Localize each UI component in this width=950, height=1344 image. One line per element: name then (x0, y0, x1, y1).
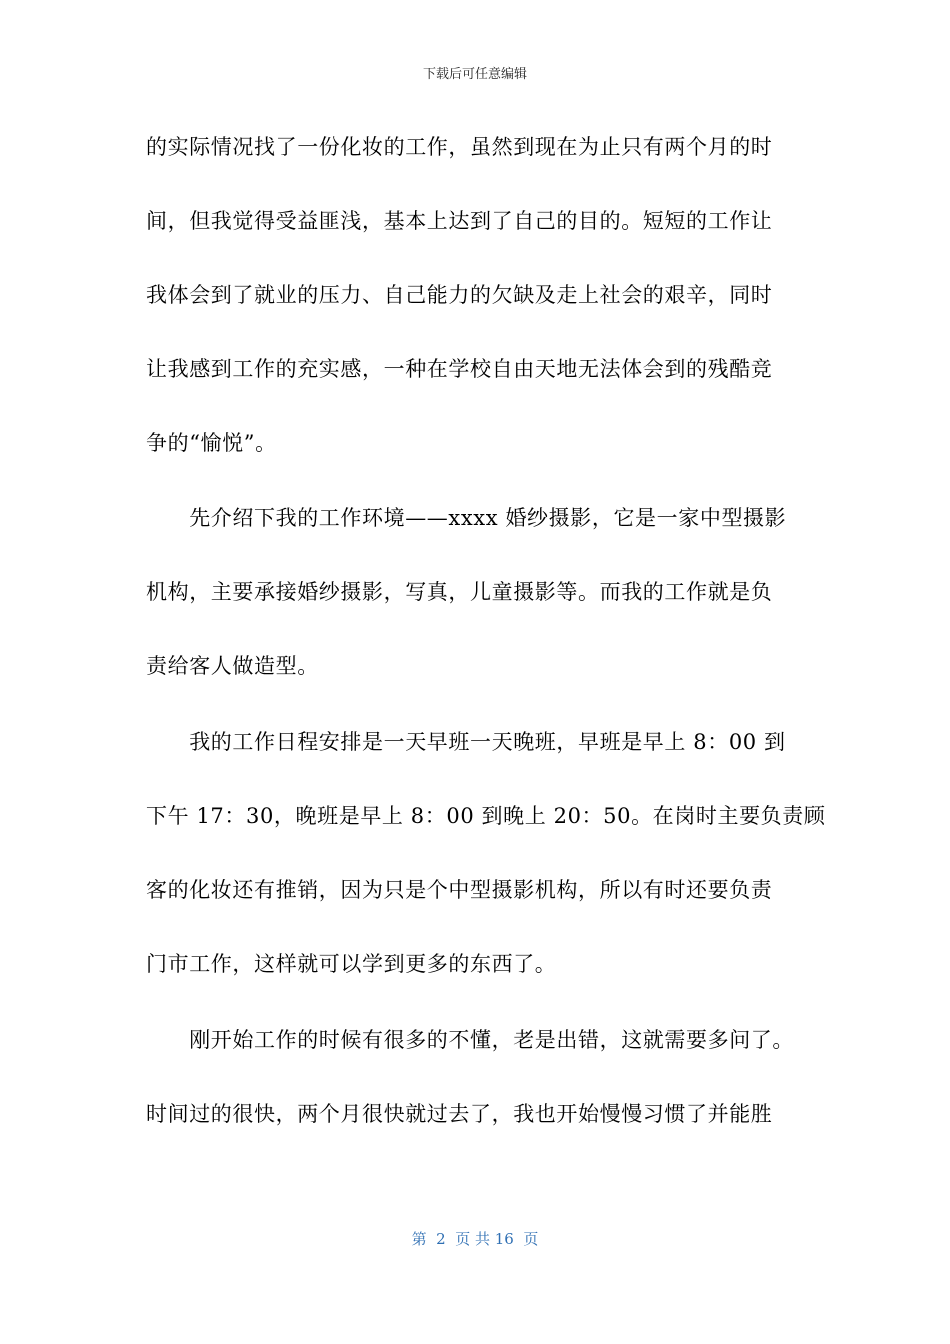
text-line: 的实际情况找了一份化妆的工作，虽然到现在为止只有两个月的时 (146, 135, 773, 159)
page-header: 下载后可任意编辑 (422, 67, 527, 82)
text-line: 客的化妆还有推销，因为只是个中型摄影机构，所以有时还要负责 (146, 878, 773, 902)
text-line: 机构，主要承接婚纱摄影，写真，儿童摄影等。而我的工作就是负 (146, 580, 773, 604)
text-line: 我的工作日程安排是一天早班一天晚班，早班是早上 8：00 到 (146, 730, 786, 754)
text-line: 先介绍下我的工作环境——xxxx 婚纱摄影，它是一家中型摄影 (146, 506, 787, 530)
text-line: 门市工作，这样就可以学到更多的东西了。 (146, 952, 557, 976)
text-line: 刚开始工作的时候有很多的不懂，老是出错，这就需要多问了。 (146, 1028, 794, 1052)
text-line: 争的“愉悦”。 (146, 431, 277, 455)
text-line: 间，但我觉得受益匪浅，基本上达到了自己的目的。短短的工作让 (146, 209, 773, 233)
text-line: 下午 17：30，晚班是早上 8：00 到晚上 20：50。在岗时主要负责顾 (146, 804, 826, 828)
text-line: 我体会到了就业的压力、自己能力的欠缺及走上社会的艰辛，同时 (146, 283, 773, 307)
text-line: 责给客人做造型。 (146, 654, 319, 678)
page-number: 第 2 页 共 16 页 (411, 1230, 539, 1248)
text-line: 时间过的很快，两个月很快就过去了，我也开始慢慢习惯了并能胜 (146, 1102, 773, 1126)
text-line: 让我感到工作的充实感，一种在学校自由天地无法体会到的残酷竞 (146, 357, 773, 381)
